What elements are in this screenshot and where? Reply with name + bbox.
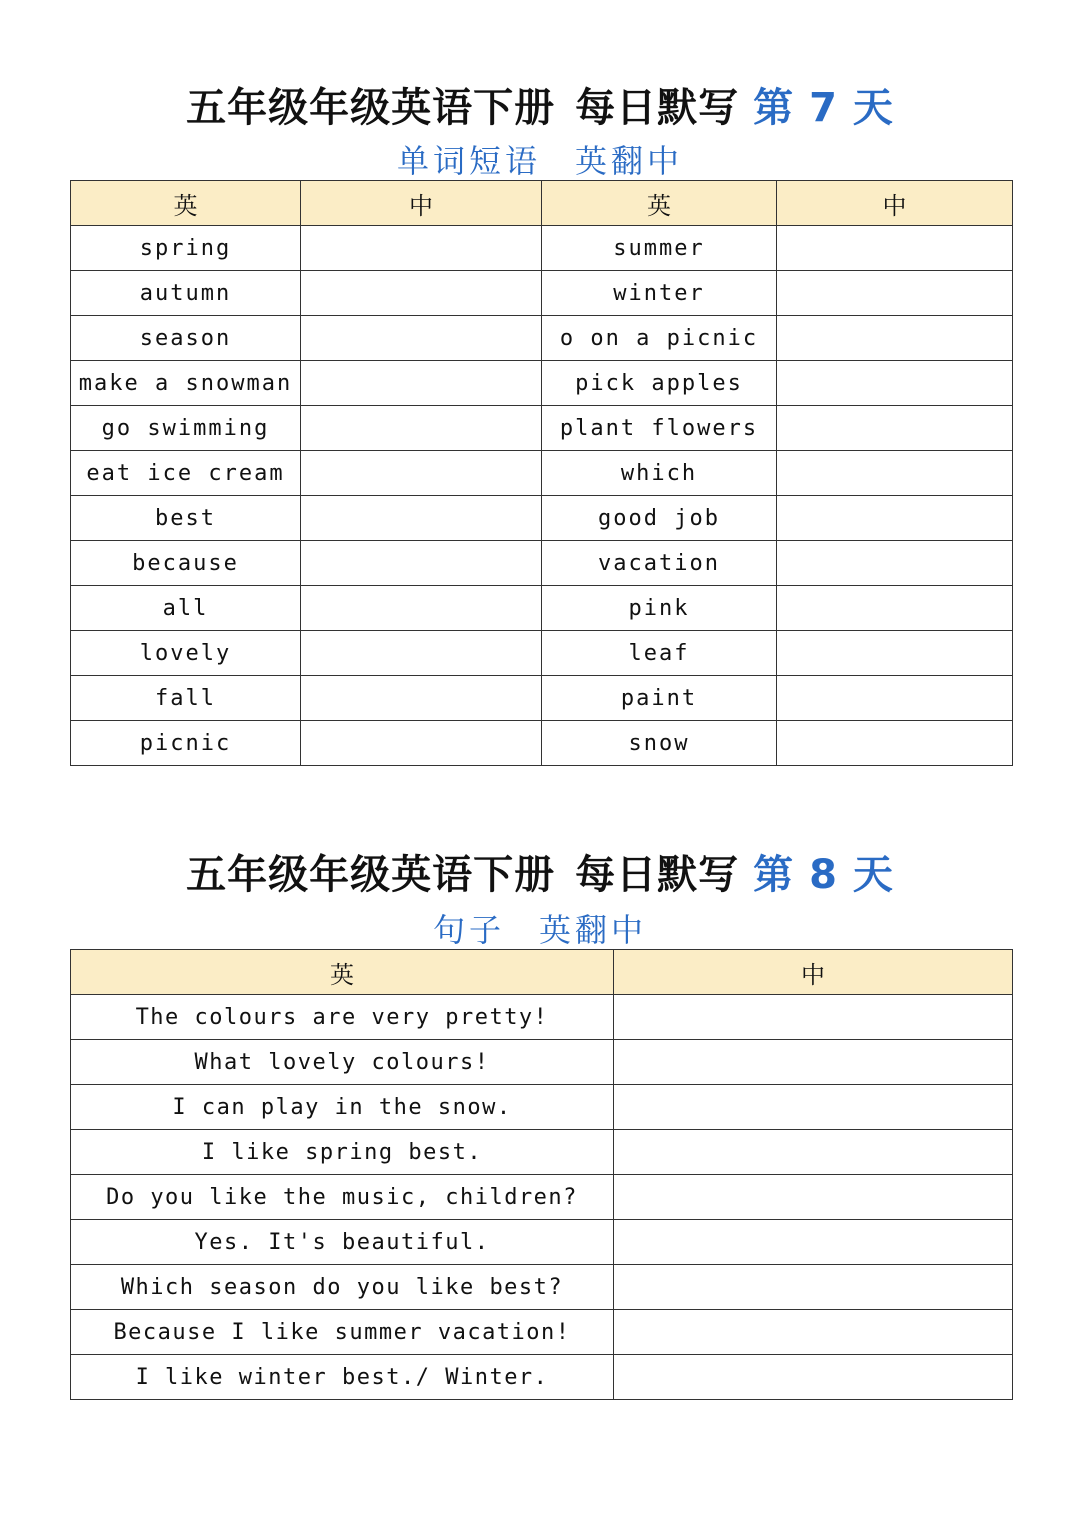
- answer-cell[interactable]: [777, 316, 1013, 361]
- table-row: [71, 271, 1013, 316]
- day8-title-day: 第 8 天: [753, 852, 894, 898]
- word-cell: leaf: [542, 631, 777, 676]
- answer-cell[interactable]: [301, 496, 542, 541]
- answer-cell[interactable]: [614, 1085, 1013, 1130]
- table-row: [71, 1310, 1013, 1355]
- answer-cell[interactable]: [777, 361, 1013, 406]
- answer-cell[interactable]: [614, 1040, 1013, 1085]
- table-row: [71, 451, 1013, 496]
- answer-cell[interactable]: [777, 676, 1013, 721]
- sentence-cell: What lovely colours!: [71, 1040, 614, 1085]
- word-cell: season: [71, 316, 301, 361]
- answer-cell[interactable]: [301, 361, 542, 406]
- day8-subtitle-right: 英翻中: [539, 911, 648, 949]
- day8-sentence-table: [70, 949, 1013, 1400]
- answer-cell[interactable]: [301, 316, 542, 361]
- word-cell: because: [71, 541, 301, 586]
- table-row: [71, 721, 1013, 766]
- answer-cell[interactable]: [777, 541, 1013, 586]
- answer-cell[interactable]: [301, 721, 542, 766]
- day7-word-table: [70, 180, 1013, 766]
- answer-cell[interactable]: [614, 1355, 1013, 1400]
- answer-cell[interactable]: [301, 631, 542, 676]
- table-row: [71, 1265, 1013, 1310]
- word-cell: eat ice cream: [71, 451, 301, 496]
- word-cell: make a snowman: [71, 361, 301, 406]
- word-cell: vacation: [542, 541, 777, 586]
- word-cell: lovely: [71, 631, 301, 676]
- table-row: [71, 316, 1013, 361]
- day8-title-main: 五年级年级英语下册: [186, 852, 556, 898]
- table-row: [71, 1085, 1013, 1130]
- answer-cell[interactable]: [614, 1130, 1013, 1175]
- table-row: [71, 1220, 1013, 1265]
- day7-title: [0, 76, 1080, 133]
- answer-cell[interactable]: [301, 226, 542, 271]
- word-cell: snow: [542, 721, 777, 766]
- day7-header-zh-1: 中: [301, 181, 542, 226]
- word-cell: all: [71, 586, 301, 631]
- sentence-cell: Do you like the music, children?: [71, 1175, 614, 1220]
- day8-title: [0, 843, 1080, 900]
- answer-cell[interactable]: [777, 271, 1013, 316]
- answer-cell[interactable]: [301, 406, 542, 451]
- sentence-cell: I like spring best.: [71, 1130, 614, 1175]
- answer-cell[interactable]: [301, 541, 542, 586]
- day7-header-en-1: 英: [71, 181, 301, 226]
- day7-subtitle-left: 单词短语: [396, 142, 541, 180]
- table-row: [71, 586, 1013, 631]
- answer-cell[interactable]: [777, 226, 1013, 271]
- day7-header-en-2: 英: [542, 181, 777, 226]
- word-cell: which: [542, 451, 777, 496]
- answer-cell[interactable]: [614, 1220, 1013, 1265]
- answer-cell[interactable]: [777, 631, 1013, 676]
- sentence-cell: Because I like summer vacation!: [71, 1310, 614, 1355]
- day8-subtitle: [0, 905, 1080, 951]
- table-row: [71, 631, 1013, 676]
- table-row: [71, 1040, 1013, 1085]
- answer-cell[interactable]: [301, 271, 542, 316]
- answer-cell[interactable]: [614, 995, 1013, 1040]
- answer-cell[interactable]: [777, 496, 1013, 541]
- word-cell: winter: [542, 271, 777, 316]
- word-cell: fall: [71, 676, 301, 721]
- table-row: [71, 1355, 1013, 1400]
- answer-cell[interactable]: [777, 406, 1013, 451]
- answer-cell[interactable]: [301, 676, 542, 721]
- table-row: [71, 226, 1013, 271]
- day8-subtitle-left: 句子: [432, 911, 505, 949]
- day7-subtitle: [0, 136, 1080, 182]
- table-row: [71, 361, 1013, 406]
- day8-header-zh: 中: [614, 950, 1013, 995]
- word-cell: picnic: [71, 721, 301, 766]
- word-cell: summer: [542, 226, 777, 271]
- word-cell: o on a picnic: [542, 316, 777, 361]
- table-row: [71, 676, 1013, 721]
- word-cell: good job: [542, 496, 777, 541]
- day7-header-row: [71, 181, 1013, 226]
- day7-title-day: 第 7 天: [753, 85, 894, 131]
- day8-title-sub: 每日默写: [575, 852, 740, 898]
- answer-cell[interactable]: [301, 451, 542, 496]
- word-cell: pink: [542, 586, 777, 631]
- day7-header-zh-2: 中: [777, 181, 1013, 226]
- table-row: [71, 1130, 1013, 1175]
- day8-header-row: [71, 950, 1013, 995]
- word-cell: autumn: [71, 271, 301, 316]
- day7-subtitle-right: 英翻中: [575, 142, 684, 180]
- word-cell: best: [71, 496, 301, 541]
- answer-cell[interactable]: [301, 586, 542, 631]
- table-row: [71, 406, 1013, 451]
- word-cell: pick apples: [542, 361, 777, 406]
- day7-title-sub: 每日默写: [575, 85, 740, 131]
- answer-cell[interactable]: [614, 1310, 1013, 1355]
- word-cell: paint: [542, 676, 777, 721]
- table-row: [71, 496, 1013, 541]
- sentence-cell: The colours are very pretty!: [71, 995, 614, 1040]
- sentence-cell: Yes. It's beautiful.: [71, 1220, 614, 1265]
- day7-title-main: 五年级年级英语下册: [186, 85, 556, 131]
- table-row: [71, 995, 1013, 1040]
- answer-cell[interactable]: [614, 1175, 1013, 1220]
- day8-header-en: 英: [71, 950, 614, 995]
- answer-cell[interactable]: [614, 1265, 1013, 1310]
- sentence-cell: I can play in the snow.: [71, 1085, 614, 1130]
- word-cell: plant flowers: [542, 406, 777, 451]
- word-cell: go swimming: [71, 406, 301, 451]
- answer-cell[interactable]: [777, 586, 1013, 631]
- table-row: [71, 541, 1013, 586]
- sentence-cell: I like winter best./ Winter.: [71, 1355, 614, 1400]
- sentence-cell: Which season do you like best?: [71, 1265, 614, 1310]
- table-row: [71, 1175, 1013, 1220]
- word-cell: spring: [71, 226, 301, 271]
- answer-cell[interactable]: [777, 721, 1013, 766]
- answer-cell[interactable]: [777, 451, 1013, 496]
